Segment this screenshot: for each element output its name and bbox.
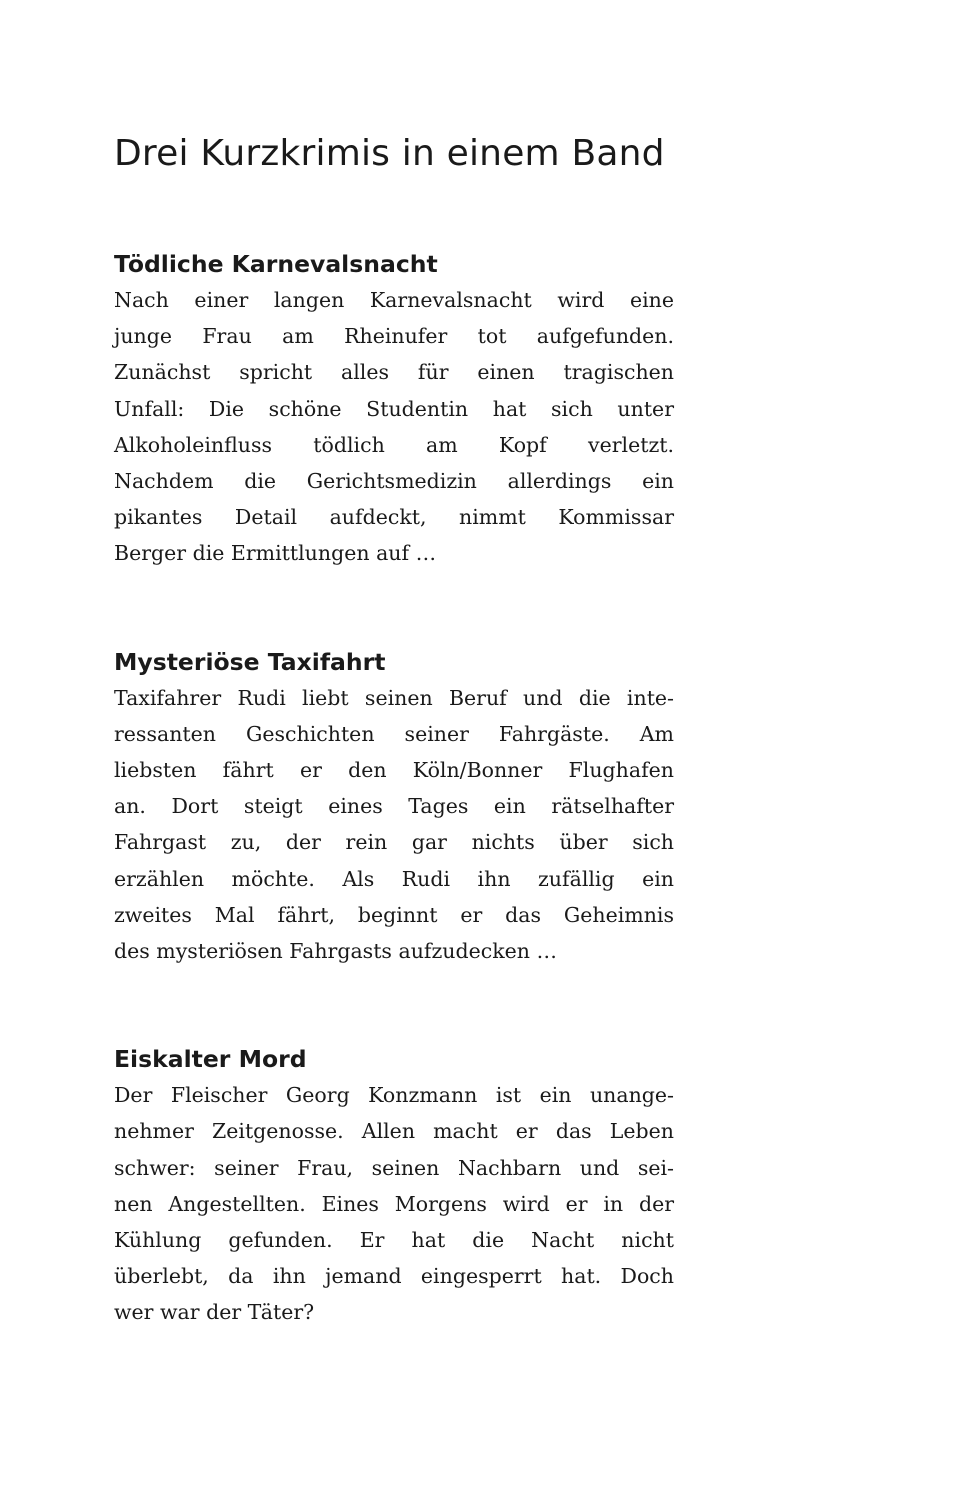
text-line: Der Fleischer Georg Konzmann ist ein unange-	[114, 1083, 674, 1108]
story-heading: Tödliche Karnevalsnacht	[114, 250, 438, 278]
text-line: pikantes Detail aufdeckt, nimmt Kommissar	[114, 505, 674, 530]
text-line: erzählen möchte. Als Rudi ihn zufällig ein	[114, 866, 674, 891]
text-line: wer war der Täter?	[114, 1300, 315, 1325]
story-heading: Mysteriöse Taxifahrt	[114, 647, 386, 676]
text-line: Berger die Ermittlungen auf …	[114, 541, 437, 566]
text-line: Unfall: Die schöne Studentin hat sich unter	[114, 396, 674, 421]
text-line: des mysteriösen Fahrgasts aufzudecken …	[114, 939, 557, 964]
text-line: schwer: seiner Frau, seinen Nachbarn und sei-	[114, 1155, 674, 1180]
text-line: Kühlung gefunden. Er hat die Nacht nicht	[114, 1228, 674, 1253]
text-line: an. Dort steigt eines Tages ein rätselhafter	[114, 794, 674, 819]
text-line: ressanten Geschichten seiner Fahrgäste. Am	[114, 721, 674, 746]
story-heading: Eiskalter Mord	[114, 1045, 307, 1074]
text-line: nen Angestellten. Eines Morgens wird er in der	[114, 1191, 674, 1216]
story-mysterioese-taxifahrt	[114, 644, 674, 970]
text-line: liebsten fährt er den Köln/Bonner Flughafen	[114, 758, 674, 783]
text-line: überlebt, da ihn jemand eingesperrt hat. Doch	[114, 1264, 674, 1289]
text-line: Alkoholeinfluss tödlich am Kopf verletzt.	[114, 432, 674, 457]
story-eiskalter-mord	[114, 1041, 674, 1330]
text-line: nehmer Zeitgenosse. Allen macht er das Leben	[114, 1119, 674, 1144]
book-page	[114, 128, 674, 1331]
story-toedliche-karnevalsnacht	[114, 246, 674, 572]
text-line: Fahrgast zu, der rein gar nichts über sich	[114, 830, 674, 855]
text-line: Nachdem die Gerichtsmedizin allerdings ein	[114, 469, 674, 494]
text-line: Nach einer langen Karnevalsnacht wird eine	[114, 288, 674, 312]
text-line: Taxifahrer Rudi liebt seinen Beruf und die inte-	[114, 685, 674, 710]
text-line: junge Frau am Rheinufer tot aufgefunden.	[114, 324, 674, 349]
text-line: Zunächst spricht alles für einen tragischen	[114, 360, 674, 385]
text-line: zweites Mal fährt, beginnt er das Geheimnis	[114, 902, 674, 927]
story-blurb	[114, 1077, 674, 1330]
page-title: Drei Kurzkrimis in einem Band	[114, 133, 665, 174]
story-blurb	[114, 680, 674, 970]
story-blurb	[114, 282, 674, 572]
